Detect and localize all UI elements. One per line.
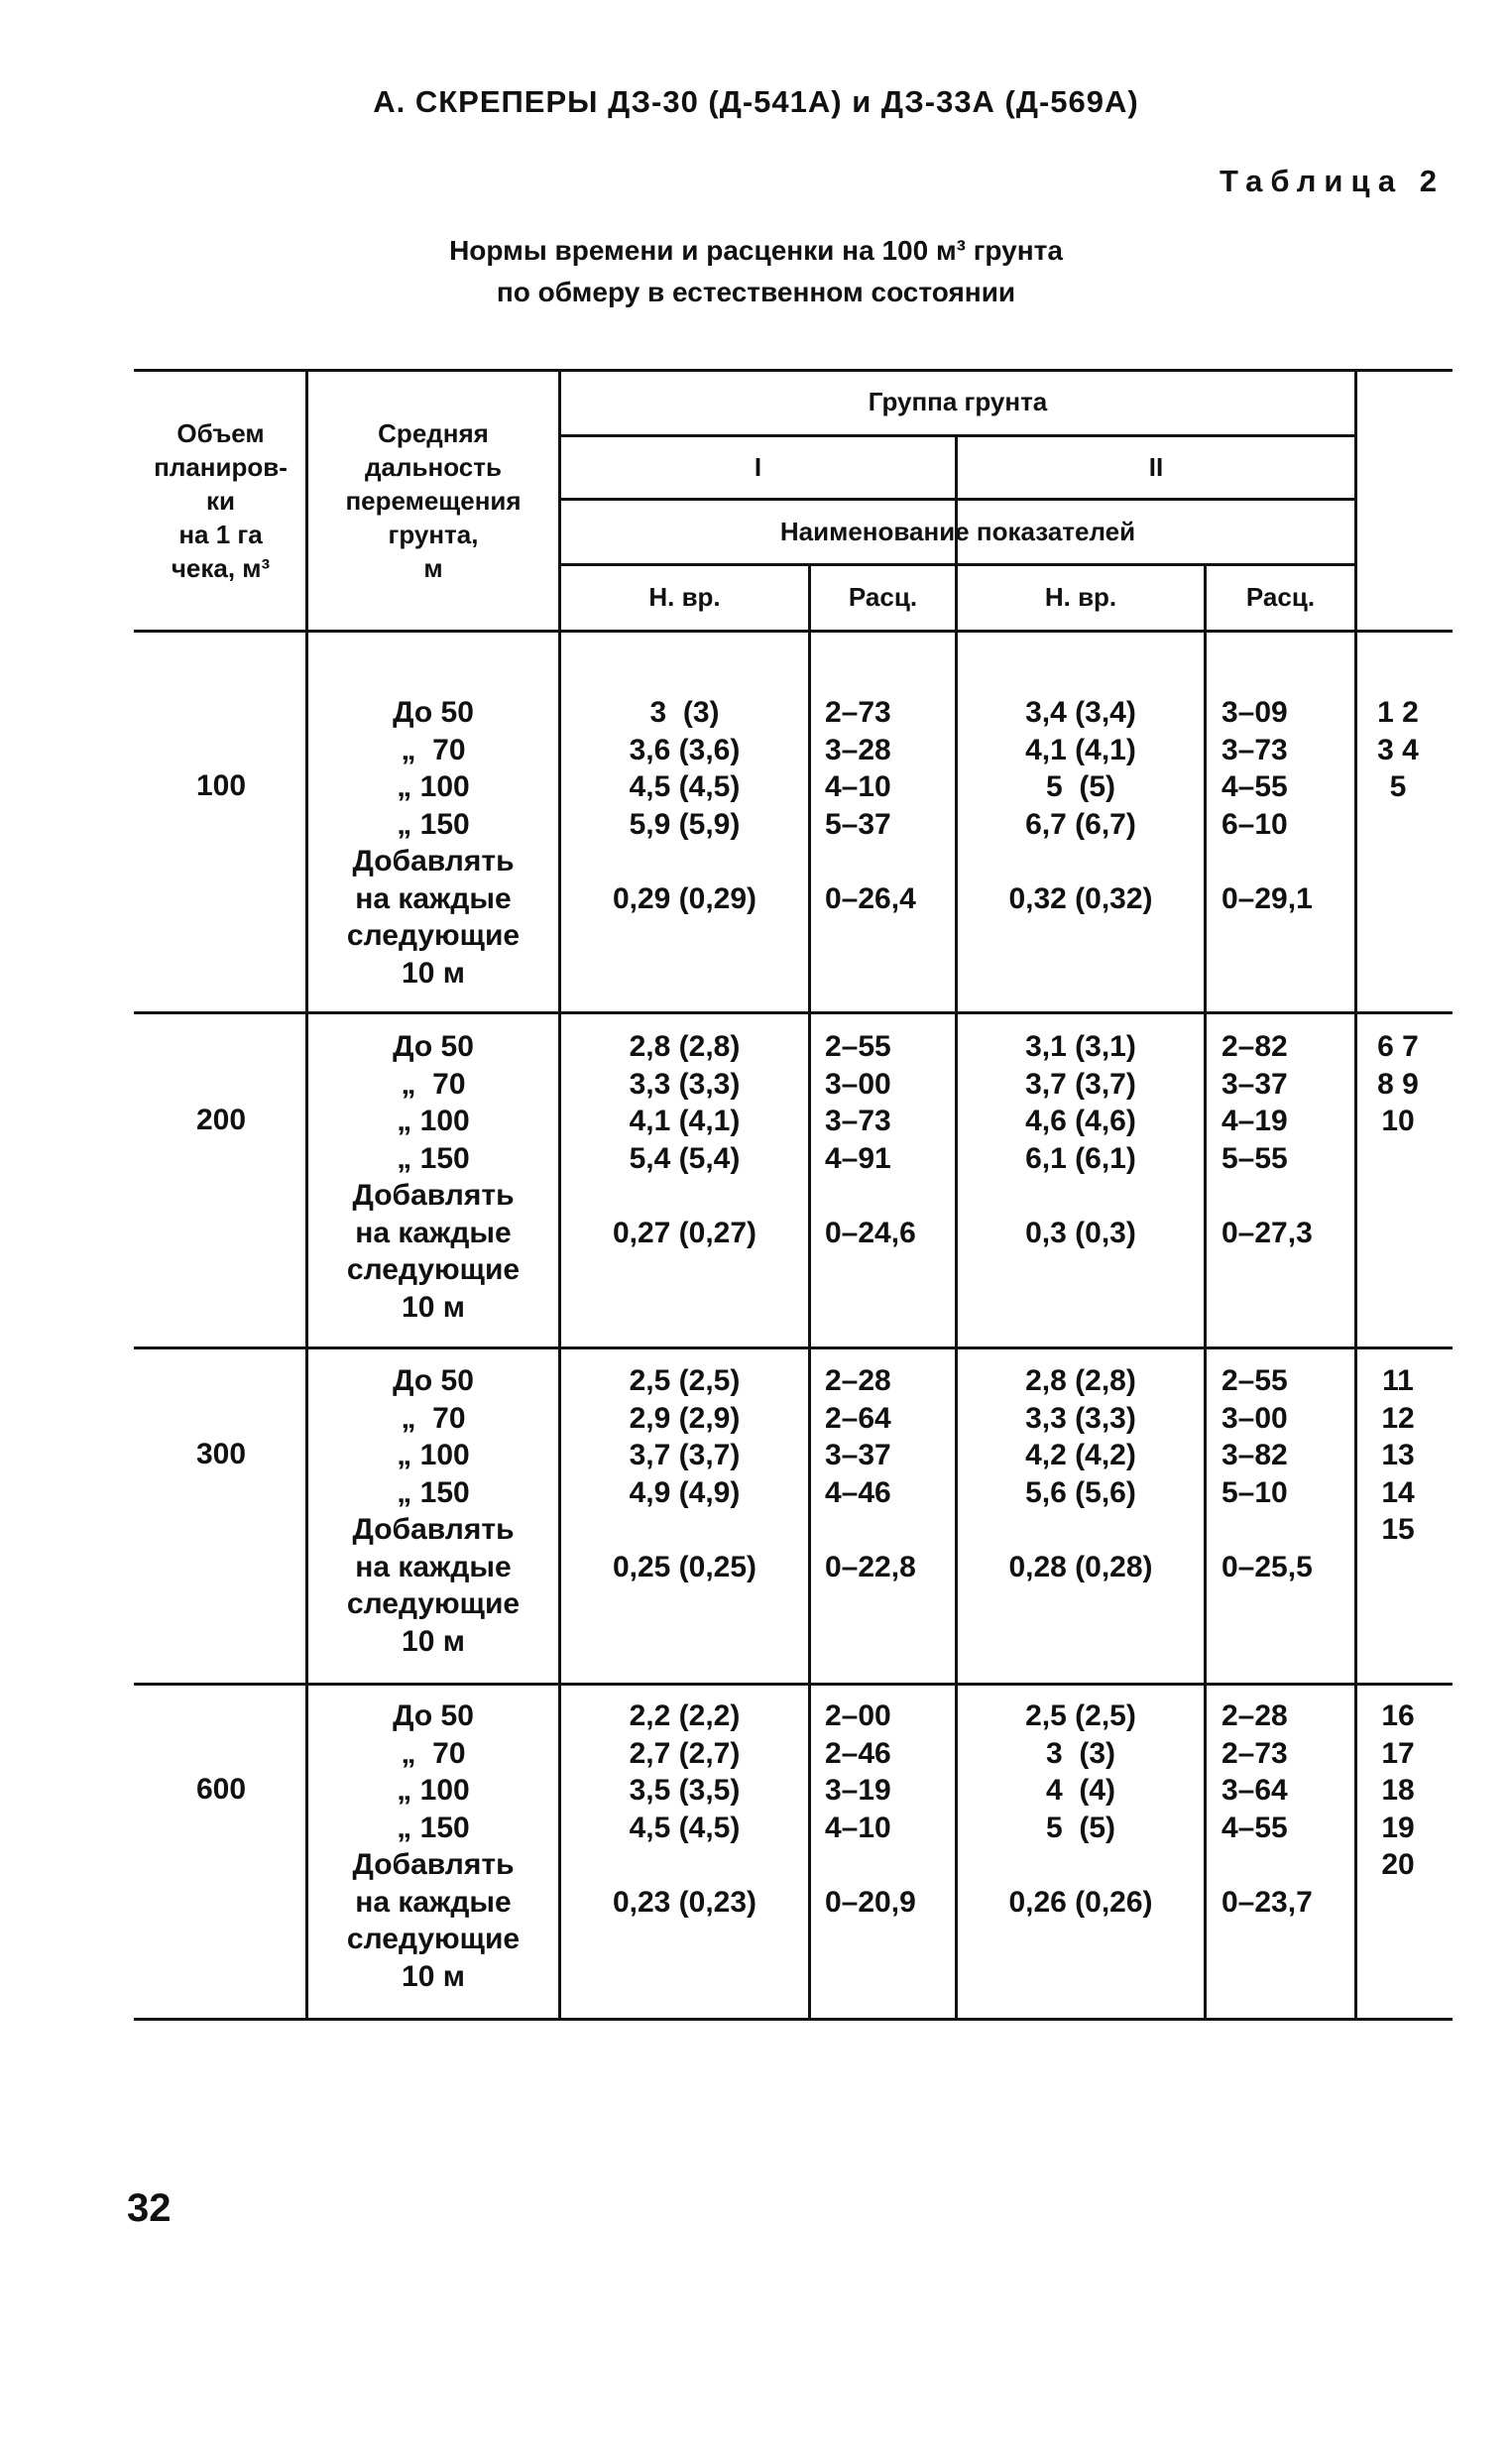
header-rate-2: Расц. [1245,582,1316,612]
row-numbers: 1 2 3 4 5 [1377,696,1419,803]
row-norm-time-2: 3,4 (3,4) 4,1 (4,1) 5 (5) 6,7 (6,7) 0,32 (0,32) [1008,696,1153,915]
row-distance: До 50 „ 70 „ 100 „ 150 Добавлять на каждые следующие 10 м [346,696,521,990]
row-rate-1: 2–73 3–28 4–10 5–37 0–26,4 [825,696,916,915]
page-number: 32 [127,2186,172,2230]
header-soil-group: Группа грунта [868,387,1048,416]
row-norm-time-2: 2,5 (2,5) 3 (3) 4 (4) 5 (5) 0,26 (0,26) [1008,1699,1153,1919]
header-group-1: I [754,452,762,482]
header-norm-time-2: Н. вр. [1044,582,1117,612]
row-numbers: 6 7 8 9 10 [1377,1030,1419,1137]
row-rate-2: 3–09 3–73 4–55 6–10 0–29,1 [1221,696,1313,915]
header-indicators: Наименование показателей [779,517,1136,546]
row-rate-1: 2–00 2–46 3–19 4–10 0–20,9 [825,1699,916,1919]
row-volume: 200 [195,1104,247,1136]
header-group-2: II [1148,452,1164,482]
row-norm-time-1: 2,8 (2,8) 3,3 (3,3) 4,1 (4,1) 5,4 (5,4) 0,27 (0,27) [612,1030,757,1249]
row-rate-1: 2–28 2–64 3–37 4–46 0–22,8 [825,1364,916,1583]
header-volume: Объем планиров- ки на 1 га чека, м³ [154,418,288,583]
row-norm-time-1: 2,5 (2,5) 2,9 (2,9) 3,7 (3,7) 4,9 (4,9) 0,25 (0,25) [612,1364,757,1583]
row-norm-time-2: 2,8 (2,8) 3,3 (3,3) 4,2 (4,2) 5,6 (5,6) 0,28 (0,28) [1008,1364,1153,1583]
row-numbers: 16 17 18 19 20 [1381,1699,1415,1881]
row-numbers: 11 12 13 14 15 [1381,1364,1415,1546]
row-volume: 600 [195,1773,247,1806]
row-rate-2: 2–55 3–00 3–82 5–10 0–25,5 [1221,1364,1313,1583]
row-norm-time-1: 3 (3) 3,6 (3,6) 4,5 (4,5) 5,9 (5,9) 0,29 (0,29) [612,696,757,915]
row-rate-1: 2–55 3–00 3–73 4–91 0–24,6 [825,1030,916,1249]
document-heading: А. СКРЕПЕРЫ ДЗ-30 (Д-541А) и ДЗ-33А (Д-569А) [373,84,1139,119]
table-label: Таблица 2 [1219,164,1445,198]
row-norm-time-2: 3,1 (3,1) 3,7 (3,7) 4,6 (4,6) 6,1 (6,1) 0,3 (0,3) [1025,1030,1136,1249]
row-distance: До 50 „ 70 „ 100 „ 150 Добавлять на каждые следующие 10 м [346,1699,521,1993]
row-rate-2: 2–28 2–73 3–64 4–55 0–23,7 [1221,1699,1313,1919]
row-norm-time-1: 2,2 (2,2) 2,7 (2,7) 3,5 (3,5) 4,5 (4,5) 0,23 (0,23) [612,1699,757,1919]
caption-line-2: по обмеру в естественном состоянии [496,277,1016,307]
caption-line-1: Нормы времени и расценки на 100 м³ грунта [449,235,1063,266]
row-distance: До 50 „ 70 „ 100 „ 150 Добавлять на каждые следующие 10 м [346,1364,521,1658]
header-distance: Средняя дальность перемещения грунта, м [345,418,522,583]
row-rate-2: 2–82 3–37 4–19 5–55 0–27,3 [1221,1030,1313,1249]
row-volume: 300 [195,1438,247,1470]
header-norm-time-1: Н. вр. [648,582,721,612]
row-distance: До 50 „ 70 „ 100 „ 150 Добавлять на каждые следующие 10 м [346,1030,521,1324]
row-volume: 100 [195,769,247,802]
header-rate-1: Расц. [848,582,918,612]
